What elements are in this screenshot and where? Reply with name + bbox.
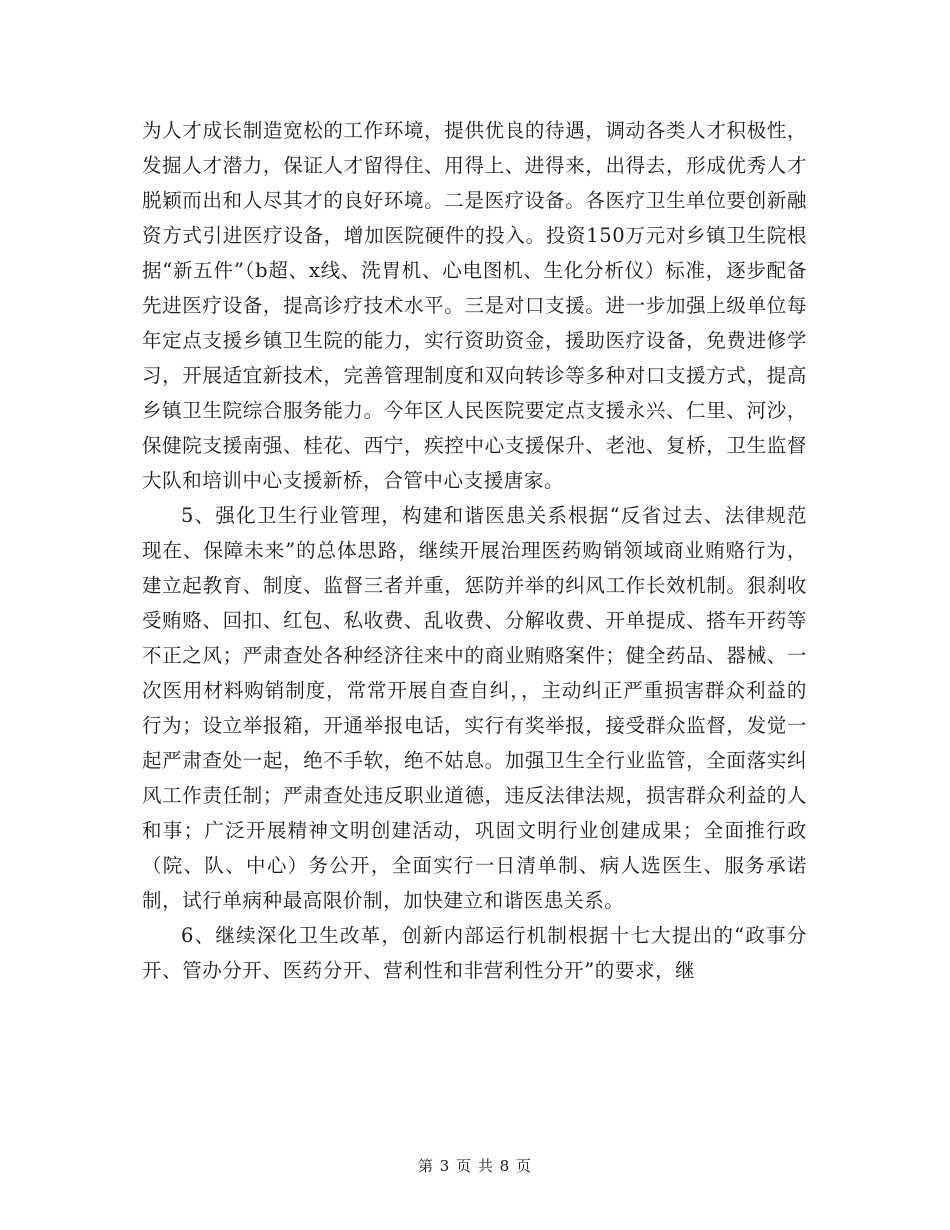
paragraph-talent-equipment-support: 为人才成长制造宽松的工作环境，提供优良的待遇，调动各类人才积极性，发掘人才潜力，保证人才留得住、用得上、进得来，出得去，形成优秀人才脱颖而出和人尽其才的良好环境。二是医疗设备。各医疗卫生单位要创新融资方式引进医疗设备，增加医院硬件的投入。投资150万元对乡镇卫生院根据“新五件”（b超、x线、洗胃机、心电图机、生化分析仪）标准，逐步配备先进医疗设备，提高诊疗技术水平。三是对口支援。进一步加强上级单位每年定点支援乡镇卫生院的能力，实行资助资金，援助医疗设备，免费进修学习，开展适宜新技术，完善管理制度和双向转诊等多种对口支援方式，提高乡镇卫生院综合服务能力。今年区人民医院要定点支援永兴、仁里、河沙，保健院支援南强、桂花、西宁，疾控中心支援保升、老池、复桥，卫生监督大队和培训中心支援新桥，合管中心支援唐家。 [142,119,807,492]
paragraph-health-reform: 6、继续深化卫生改革，创新内部运行机制根据十七大提出的“政事分开、管办分开、医药分开、营利性和非营利性分开”的要求，继 [142,924,807,982]
document-body [142,113,807,988]
paragraph-industry-management: 5、强化卫生行业管理，构建和谐医患关系根据“反省过去、法律规范现在、保障未来”的总体思路，继续开展治理医药购销领域商业贿赂行为，建立起教育、制度、监督三者并重，惩防并举的纠风工作长效机制。狠刹收受贿赂、回扣、红包、私收费、乱收费、分解收费、开单提成、搭车开药等不正之风；严肃查处各种经济往来中的商业贿赂案件；健全药品、器械、一次医用材料购销制度，常常开展自查自纠，，主动纠正严重损害群众利益的行为；设立举报箱，开通举报电话，实行有奖举报，接受群众监督，发觉一起严肃查处一起，绝不手软，绝不姑息。加强卫生全行业监管，全面落实纠风工作责任制；严肃查处违反职业道德，违反法律法规，损害群众利益的人和事；广泛开展精神文明创建活动，巩固文明行业创建成果；全面推行政（院、队、中心）务公开，全面实行一日清单制、病人选医生、服务承诺制，试行单病种最高限价制，加快建立和谐医患关系。 [142,504,807,912]
page-number-footer: 第 3 页 共 8 页 [418,1157,532,1175]
